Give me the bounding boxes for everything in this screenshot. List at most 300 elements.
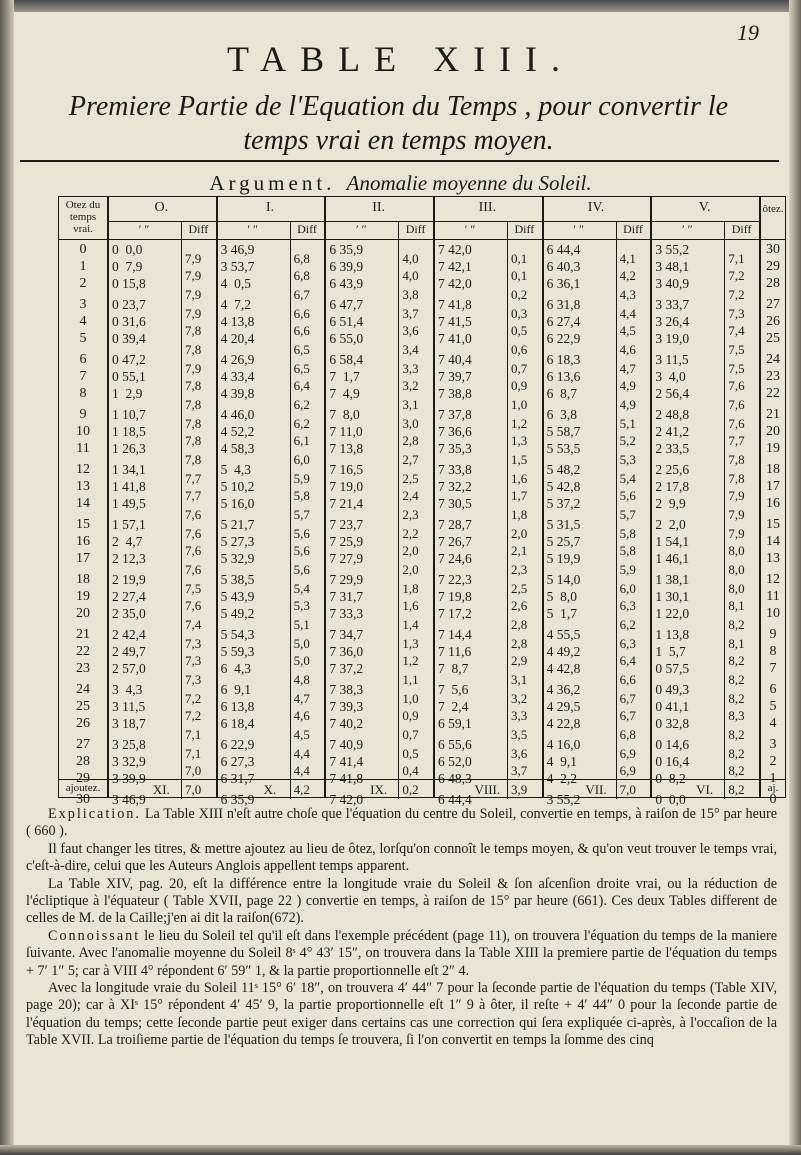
value-cell: 7 41,8 — [329, 771, 364, 787]
footer-group-5: VI. — [696, 782, 714, 797]
diff-cell: 7,6 — [728, 396, 745, 412]
value-cell: 6 3,8 — [546, 407, 578, 423]
diff-cell: 6,8 — [293, 267, 310, 283]
value-cell: 7 36,6 — [438, 424, 472, 440]
diff-cell: 4,6 — [619, 341, 636, 357]
value-cell: 2 35,0 — [112, 606, 146, 622]
diff-cell: 7,9 — [185, 360, 202, 376]
diff-cell: 4,3 — [619, 286, 636, 302]
diff-cell: 3,3 — [511, 707, 528, 723]
diff-cell: 5,7 — [293, 506, 310, 522]
diff-cell: 1,7 — [511, 487, 528, 503]
value-cell: 4 39,8 — [220, 386, 255, 402]
footer-right-label: aj. — [767, 782, 779, 794]
value-cell: 6 48,3 — [438, 771, 472, 787]
diff-cell: 8,3 — [728, 707, 745, 723]
group-divider — [216, 197, 218, 797]
degree-right: 23 — [766, 369, 780, 385]
value-cell: 4 7,2 — [220, 297, 252, 313]
diff-header: Diff — [623, 222, 643, 236]
diff-cell: 3,6 — [402, 322, 419, 338]
value-cell: 5 10,2 — [220, 479, 255, 495]
diff-cell: 7,1 — [185, 745, 202, 761]
value-cell: 7 5,6 — [438, 682, 469, 698]
diff-cell: 6,5 — [293, 341, 310, 357]
value-cell: 1 10,7 — [112, 407, 146, 423]
value-cell: 4 49,2 — [546, 644, 581, 660]
diff-header: Diff — [188, 222, 209, 236]
degree-left: 29 — [76, 771, 90, 787]
diff-cell: 6,6 — [619, 671, 636, 687]
diff-cell: 5,3 — [619, 451, 636, 467]
degree-right: 26 — [766, 314, 780, 330]
value-cell: 5 14,0 — [546, 572, 581, 588]
value-cell: 5 25,7 — [546, 534, 581, 550]
minutes-seconds-header: ′ ″ — [138, 222, 150, 236]
value-cell: 1 57,1 — [112, 517, 146, 533]
value-cell: 7 41,4 — [329, 754, 364, 770]
value-cell: 6 51,4 — [329, 314, 364, 330]
value-cell: 3 55,2 — [546, 792, 581, 808]
value-cell: 1 13,8 — [655, 627, 690, 643]
diff-cell: 7,8 — [185, 322, 202, 338]
diff-cell: 1,8 — [511, 506, 528, 522]
diff-cell: 7,2 — [728, 286, 745, 302]
value-cell: 6 13,6 — [546, 369, 581, 385]
diff-cell: 7,8 — [728, 451, 745, 467]
diff-cell: 5,8 — [619, 542, 636, 558]
value-cell: 0 0,0 — [112, 242, 143, 257]
diff-cell: 7,7 — [185, 487, 202, 503]
diff-cell: 6,7 — [619, 707, 636, 723]
diff-cell: 7,9 — [185, 286, 202, 302]
value-cell: 0 7,9 — [112, 259, 143, 275]
diff-cell: 4,9 — [619, 396, 636, 412]
argument-line — [0, 171, 801, 196]
diff-cell: 2,1 — [511, 542, 528, 558]
value-cell: 6 58,4 — [329, 352, 364, 368]
value-cell: 7 24,6 — [438, 551, 472, 567]
diff-header: Diff — [297, 222, 317, 236]
value-cell: 0 32,8 — [655, 716, 690, 732]
diff-cell: 7,3 — [185, 652, 202, 668]
diff-cell: 1,1 — [402, 671, 419, 687]
value-cell: 7 19,0 — [329, 479, 364, 495]
diff-cell: 5,0 — [293, 652, 310, 668]
group-header-4: IV. — [587, 200, 605, 215]
diff-cell: 7,8 — [185, 432, 202, 448]
diff-cell: 7,5 — [728, 360, 745, 376]
diff-cell: 8,2 — [728, 762, 745, 778]
value-cell: 5 59,3 — [220, 644, 255, 660]
header-left-label: Otez du temps vrai. — [65, 199, 101, 235]
diff-cell: 2,5 — [402, 470, 419, 486]
value-cell: 3 46,9 — [220, 242, 255, 257]
diff-cell: 3,3 — [402, 360, 419, 376]
value-cell: 1 41,8 — [112, 479, 146, 495]
diff-cell: 1,3 — [511, 432, 528, 448]
footer-group-2: IX. — [370, 782, 388, 797]
diff-cell: 3,8 — [402, 286, 419, 302]
diff-cell: 8,2 — [728, 616, 745, 632]
diff-cell: 7,0 — [185, 762, 202, 778]
degree-right: 16 — [766, 496, 780, 512]
diff-cell: 5,6 — [293, 561, 310, 577]
degree-right: 5 — [769, 699, 777, 715]
value-cell: 4 26,9 — [220, 352, 255, 368]
value-cell: 4 55,5 — [546, 627, 581, 643]
minutes-seconds-header: ′ ″ — [356, 222, 367, 236]
diff-cell: 5,1 — [619, 415, 636, 431]
degree-right: 9 — [769, 627, 777, 643]
table-subtitle — [18, 90, 779, 158]
diff-cell: 0,2 — [511, 286, 528, 302]
degree-right: 4 — [769, 716, 777, 732]
diff-cell: 0,7 — [511, 360, 528, 376]
diff-divider — [724, 221, 725, 799]
value-cell: 4 20,4 — [220, 331, 255, 347]
value-cell: 1 26,3 — [112, 441, 146, 457]
value-cell: 6 31,8 — [546, 297, 581, 313]
value-cell: 0 23,7 — [112, 297, 146, 313]
diff-cell: 4,4 — [293, 745, 310, 761]
diff-cell: 5,8 — [619, 525, 636, 541]
value-cell: 7 28,7 — [438, 517, 472, 533]
explanation-paragraph-3: La Table XIV, pag. 20, eſt la différence entre la longitude vraie du Soleil & ſon aſcenſion droite vrai, ou la réduction de l'écliptique à l'équateur ( Table XVII, page 22 ) convertie en temps, à raiſon de 15° par heure (661). Ces deux Tables different de celles de M. de la Caille;j'en ai dit la raiſon(672). — [26, 875, 777, 927]
value-cell: 7 11,0 — [329, 424, 363, 440]
value-cell: 7 40,4 — [438, 352, 472, 368]
diff-cell: 7,3 — [185, 671, 202, 687]
diff-cell: 7,3 — [728, 305, 745, 321]
degree-left: 12 — [76, 462, 90, 478]
group-divider — [542, 197, 544, 797]
value-cell: 3 53,7 — [220, 259, 255, 275]
diff-cell: 7,6 — [185, 542, 202, 558]
group-header-0: O. — [154, 200, 169, 215]
value-cell: 2 57,0 — [112, 661, 146, 677]
diff-header: Diff — [731, 222, 752, 236]
value-cell: 7 17,2 — [438, 606, 472, 622]
footer-left-label: ajoutez. — [65, 782, 101, 794]
diff-cell: 5,4 — [619, 470, 636, 486]
value-cell: 0 55,1 — [112, 369, 146, 385]
explanation-p1-text: La Table XIII n'eſt autre choſe que l'équation du centre du Soleil, convertie en temps, à raiſon de 15° par heure ( 660 ). — [26, 806, 777, 840]
group-header-2: II. — [372, 200, 386, 215]
value-cell: 7 41,8 — [438, 297, 472, 313]
diff-divider — [507, 221, 508, 799]
diff-cell: 5,3 — [293, 597, 310, 613]
diff-cell: 2,7 — [402, 451, 419, 467]
diff-cell: 8,2 — [728, 781, 745, 797]
diff-cell: 7,9 — [728, 525, 745, 541]
value-cell: 4 22,8 — [546, 716, 581, 732]
diff-cell: 7,3 — [185, 635, 202, 651]
explanation-paragraph-4 — [26, 928, 777, 980]
value-cell: 5 4,3 — [220, 462, 252, 478]
value-cell: 1 18,5 — [112, 424, 146, 440]
diff-cell: 0,1 — [511, 267, 528, 283]
diff-cell: 2,9 — [511, 652, 528, 668]
degree-right: 28 — [766, 276, 780, 292]
diff-cell: 4,4 — [619, 305, 636, 321]
diff-cell: 6,3 — [619, 597, 636, 613]
value-cell: 7 39,7 — [438, 369, 472, 385]
value-cell: 6 22,9 — [220, 737, 255, 753]
diff-cell: 7,1 — [728, 250, 745, 266]
diff-cell: 6,4 — [619, 652, 636, 668]
value-cell: 7 27,9 — [329, 551, 364, 567]
diff-cell: 5,1 — [293, 616, 310, 632]
value-cell: 6 36,1 — [546, 276, 581, 292]
diff-cell: 1,2 — [511, 415, 528, 431]
value-cell: 2 27,4 — [112, 589, 146, 605]
diff-cell: 7,5 — [185, 580, 202, 596]
value-cell: 6 47,7 — [329, 297, 364, 313]
diff-cell: 4,2 — [293, 781, 310, 797]
argument-text: Anomalie moyenne du Soleil. — [346, 171, 592, 195]
diff-divider — [398, 221, 399, 799]
diff-cell: 1,0 — [402, 690, 419, 706]
diff-cell: 1,8 — [402, 580, 419, 596]
diff-cell: 7,0 — [185, 781, 202, 797]
value-cell: 4 13,8 — [220, 314, 255, 330]
diff-cell: 1,6 — [402, 597, 419, 613]
diff-cell: 3,9 — [511, 781, 528, 797]
value-cell: 6 9,1 — [220, 682, 252, 698]
diff-cell: 7,9 — [728, 487, 745, 503]
value-cell: 5 37,2 — [546, 496, 581, 512]
value-cell: 0 15,8 — [112, 276, 146, 292]
diff-cell: 4,6 — [293, 707, 310, 723]
diff-cell: 7,8 — [728, 470, 745, 486]
degree-left: 20 — [76, 606, 90, 622]
diff-header: Diff — [405, 222, 426, 236]
diff-cell: 8,0 — [728, 580, 745, 596]
diff-cell: 8,2 — [728, 690, 745, 706]
diff-cell: 6,4 — [293, 377, 310, 393]
diff-cell: 6,8 — [293, 250, 310, 266]
diff-cell: 2,3 — [511, 561, 528, 577]
diff-cell: 0,3 — [511, 305, 528, 321]
explanation-text — [26, 806, 777, 1050]
value-cell: 2 2,0 — [655, 517, 686, 533]
group-divider — [650, 197, 652, 797]
value-cell: 3 48,1 — [655, 259, 690, 275]
diff-cell: 5,6 — [619, 487, 636, 503]
degree-right: 30 — [766, 242, 780, 257]
degree-right: 14 — [766, 534, 780, 550]
value-cell: 5 27,3 — [220, 534, 255, 550]
degree-right: 29 — [766, 259, 780, 275]
diff-cell: 6,9 — [619, 745, 636, 761]
degree-left: 8 — [79, 386, 87, 402]
value-cell: 6 43,9 — [329, 276, 364, 292]
degree-right: 2 — [769, 754, 777, 770]
diff-cell: 0,7 — [402, 726, 419, 742]
value-cell: 7 41,5 — [438, 314, 472, 330]
value-cell: 5 19,9 — [546, 551, 581, 567]
degree-right: 6 — [769, 682, 777, 698]
value-cell: 7 26,7 — [438, 534, 472, 550]
degree-right: 19 — [766, 441, 780, 457]
degree-left: 5 — [79, 331, 87, 347]
degree-left: 14 — [76, 496, 90, 512]
value-cell: 7 25,9 — [329, 534, 364, 550]
diff-cell: 7,4 — [728, 322, 745, 338]
value-cell: 1 34,1 — [112, 462, 146, 478]
value-cell: 0 49,3 — [655, 682, 690, 698]
footer-group-1: X. — [263, 782, 277, 797]
value-cell: 4 46,0 — [220, 407, 255, 423]
value-cell: 4 0,5 — [220, 276, 252, 292]
diff-cell: 7,2 — [185, 707, 202, 723]
diff-cell: 3,0 — [402, 415, 419, 431]
diff-cell: 6,9 — [619, 762, 636, 778]
value-cell: 0 57,5 — [655, 661, 690, 677]
diff-cell: 7,6 — [728, 415, 745, 431]
value-cell: 5 32,9 — [220, 551, 255, 567]
value-cell: 7 42,1 — [438, 259, 472, 275]
diff-cell: 6,0 — [293, 451, 310, 467]
explanation-paragraph-1 — [26, 806, 777, 841]
value-cell: 0 39,4 — [112, 331, 146, 347]
diff-cell: 2,8 — [511, 635, 528, 651]
value-cell: 7 11,6 — [438, 644, 472, 660]
diff-cell: 6,5 — [293, 360, 310, 376]
value-cell: 3 40,9 — [655, 276, 690, 292]
value-cell: 7 36,0 — [329, 644, 364, 660]
degree-right: 24 — [766, 352, 780, 368]
degree-left: 7 — [79, 369, 87, 385]
diff-cell: 6,2 — [293, 396, 310, 412]
value-cell: 2 48,8 — [655, 407, 690, 423]
value-cell: 1 49,5 — [112, 496, 146, 512]
degree-left: 21 — [76, 627, 90, 643]
degree-left: 25 — [76, 699, 90, 715]
value-cell: 5 16,0 — [220, 496, 255, 512]
value-cell: 6 39,9 — [329, 259, 364, 275]
diff-cell: 3,1 — [511, 671, 528, 687]
value-cell: 3 4,3 — [112, 682, 143, 698]
diff-cell: 5,9 — [619, 561, 636, 577]
diff-cell: 7,8 — [185, 341, 202, 357]
value-cell: 0 31,6 — [112, 314, 146, 330]
diff-cell: 4,0 — [402, 267, 419, 283]
value-cell: 6 13,8 — [220, 699, 255, 715]
diff-cell: 4,8 — [293, 671, 310, 687]
header-rule — [59, 239, 785, 240]
diff-cell: 1,5 — [511, 451, 528, 467]
value-cell: 3 25,8 — [112, 737, 146, 753]
value-cell: 2 12,3 — [112, 551, 146, 567]
diff-cell: 6,7 — [293, 286, 310, 302]
value-cell: 5 1,7 — [546, 606, 578, 622]
value-cell: 7 2,4 — [438, 699, 469, 715]
diff-cell: 2,8 — [402, 432, 419, 448]
minutes-seconds-header: ′ ″ — [573, 222, 584, 236]
degree-right: 1 — [769, 771, 777, 787]
diff-cell: 7,6 — [185, 506, 202, 522]
footer-group-3: VIII. — [474, 782, 501, 797]
diff-cell: 6,2 — [619, 616, 636, 632]
value-cell: 6 40,3 — [546, 259, 581, 275]
degree-left: 15 — [76, 517, 90, 533]
diff-cell: 7,6 — [728, 377, 745, 393]
value-cell: 5 54,3 — [220, 627, 255, 643]
table-title: TABLE XIII. — [226, 39, 575, 79]
value-cell: 5 8,0 — [546, 589, 578, 605]
degree-left: 9 — [79, 407, 87, 423]
diff-cell: 2,8 — [511, 616, 528, 632]
value-cell: 6 27,4 — [546, 314, 581, 330]
value-cell: 4 16,0 — [546, 737, 581, 753]
diff-cell: 7,6 — [185, 597, 202, 613]
degree-left: 23 — [76, 661, 90, 677]
value-cell: 7 14,4 — [438, 627, 472, 643]
degree-right: 20 — [766, 424, 780, 440]
value-cell: 7 38,3 — [329, 682, 364, 698]
value-cell: 0 0,0 — [655, 792, 686, 808]
diff-cell: 3,2 — [402, 377, 419, 393]
diff-cell: 7,9 — [728, 506, 745, 522]
value-cell: 2 25,6 — [655, 462, 690, 478]
value-cell: 7 32,2 — [438, 479, 472, 495]
value-cell: 7 33,8 — [438, 462, 472, 478]
value-cell: 6 4,3 — [220, 661, 252, 677]
diff-cell: 6,6 — [293, 322, 310, 338]
explanation-paragraph-5: Avec la longitude vraie du Soleil 11ˢ 15° 6′ 18″, on trouvera 4′ 44″ 7 pour la ſeconde partie de l'équation du temps (Table XIV, page 20); car à XIˢ 15° répondent 4′ 45′ 9, la partie proportionnelle eſt 1″ 9 à ôter, il reſte + 4′ 44″ 0 pour la ſeconde partie de l'équation du temps; cette ſeconde partie peut exiger dans certains cas une correction qui ſera expliquée ci-après, à l'occaſion de la Table XVII. La troiſieme partie de l'équation du temps ſe trouvera, ſi l'on convertit en temps la ſomme des cinq — [26, 980, 777, 1049]
value-cell: 7 22,3 — [438, 572, 472, 588]
diff-cell: 7,2 — [728, 267, 745, 283]
degree-left: 26 — [76, 716, 90, 732]
value-cell: 6 35,9 — [220, 792, 255, 808]
diff-cell: 3,1 — [402, 396, 419, 412]
value-cell: 1 46,1 — [655, 551, 690, 567]
diff-cell: 4,9 — [619, 377, 636, 393]
value-cell: 4 9,1 — [546, 754, 578, 770]
diff-cell: 4,2 — [619, 267, 636, 283]
diff-cell: 2,3 — [402, 506, 419, 522]
value-cell: 1 54,1 — [655, 534, 690, 550]
value-cell: 6 27,3 — [220, 754, 255, 770]
degree-left: 30 — [76, 792, 90, 808]
value-cell: 0 47,2 — [112, 352, 146, 368]
degree-right: 8 — [769, 644, 777, 660]
degree-left: 18 — [76, 572, 90, 588]
diff-cell: 7,4 — [185, 616, 202, 632]
degree-left: 3 — [79, 297, 87, 313]
degree-right: 7 — [769, 661, 777, 677]
diff-cell: 0,2 — [402, 781, 419, 797]
degree-left: 0 — [79, 242, 87, 257]
degree-right: 25 — [766, 331, 780, 347]
value-cell: 7 42,0 — [329, 792, 364, 808]
diff-cell: 8,2 — [728, 726, 745, 742]
diff-cell: 8,0 — [728, 561, 745, 577]
value-cell: 4 58,3 — [220, 441, 255, 457]
diff-cell: 0,9 — [511, 377, 528, 393]
value-cell: 7 37,8 — [438, 407, 472, 423]
degree-right: 3 — [769, 737, 777, 753]
value-cell: 2 33,5 — [655, 441, 690, 457]
degree-right: 10 — [766, 606, 780, 622]
diff-cell: 7,5 — [728, 341, 745, 357]
value-cell: 5 43,9 — [220, 589, 255, 605]
value-cell: 7 19,8 — [438, 589, 472, 605]
diff-cell: 6,1 — [293, 432, 310, 448]
value-cell: 3 39,9 — [112, 771, 146, 787]
value-cell: 7 34,7 — [329, 627, 364, 643]
